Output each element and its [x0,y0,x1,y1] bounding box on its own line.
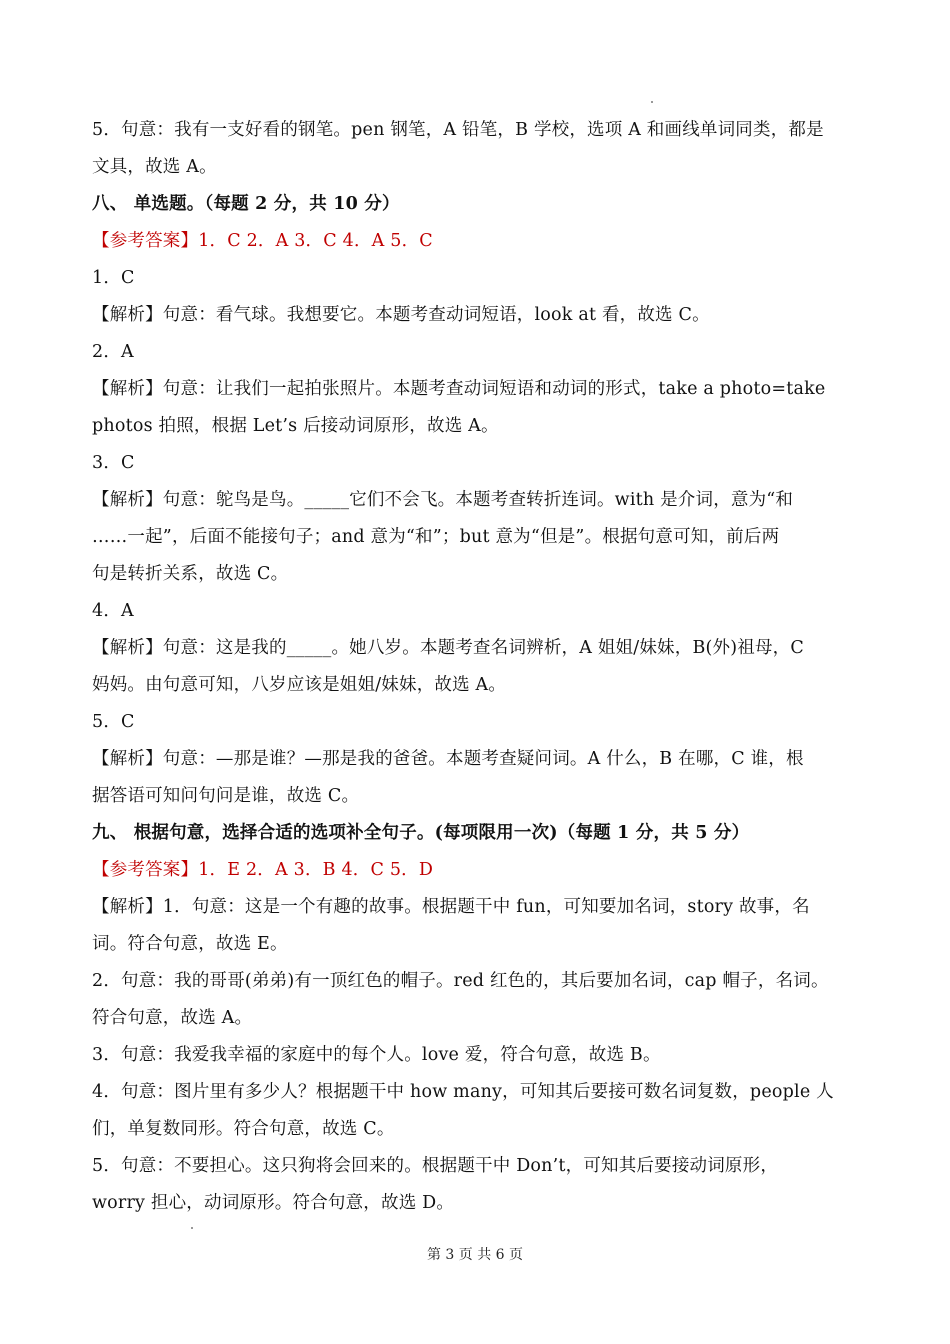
explanation-line: 【解析】句意：看气球。我想要它。本题考查动词短语，look at 看，故选 C。 [92,305,710,325]
explanation-line: worry 担心，动词原形。符合句意，故选 D。 [92,1193,455,1213]
explanation-line: ……一起”，后面不能接句子；and 意为“和”；but 意为“但是”。根据句意可知，前后两 [92,527,780,547]
question-answer: 2．A [92,342,134,362]
scan-speck-top [651,101,653,103]
body-line: 文具，故选 A。 [92,157,217,177]
explanation-line: 【解析】句意：让我们一起拍张照片。本题考查动词短语和动词的形式，take a photo=take [92,379,826,399]
explanation-line: 【解析】句意：这是我的_____。她八岁。本题考查名词辨析，A 姐姐/妹妹，B(外)祖母，C [92,638,804,658]
explanation-line: 【解析】1．句意：这是一个有趣的故事。根据题干中 fun，可知要加名词，story 故事，名 [92,897,810,917]
body-line: 5．句意：我有一支好看的钢笔。pen 钢笔，A 铅笔，B 学校，选项 A 和画线单词同类，都是 [92,120,824,140]
question-answer: 5．C [92,712,135,732]
explanation-line: 4．句意：图片里有多少人？根据题干中 how many，可知其后要接可数名词复数，people 人 [92,1082,834,1102]
explanation-line: 2．句意：我的哥哥(弟弟)有一顶红色的帽子。red 红色的，其后要加名词，cap 帽子，名词。 [92,971,829,991]
explanation-line: 5．句意：不要担心。这只狗将会回来的。根据题干中 Don’t，可知其后要接动词原形， [92,1156,779,1176]
explanation-line: 【解析】句意：鸵鸟是鸟。_____它们不会飞。本题考查转折连词。with 是介词，意为“和 [92,490,794,510]
question-answer: 4．A [92,601,134,621]
explanation-line: 词。符合句意，故选 E。 [92,934,288,954]
reference-answer-9: 【参考答案】1．E 2．A 3．B 4．C 5．D [92,860,434,880]
section-heading-8: 八、 单选题。（每题 2 分，共 10 分） [92,194,400,214]
scan-speck-bottom [191,1227,193,1229]
explanation-line: 【解析】句意：—那是谁？—那是我的爸爸。本题考查疑问词。A 什么，B 在哪，C 谁，根 [92,749,804,769]
explanation-line: 据答语可知问句问是谁，故选 C。 [92,786,360,806]
explanation-line: photos 拍照，根据 Let’s 后接动词原形，故选 A。 [92,416,499,436]
explanation-line: 句是转折关系，故选 C。 [92,564,289,584]
question-answer: 1．C [92,268,135,288]
explanation-line: 们，单复数同形。符合句意，故选 C。 [92,1119,395,1139]
document-body [92,112,862,1222]
question-answer: 3．C [92,453,135,473]
explanation-line: 妈妈。由句意可知，八岁应该是姐姐/妹妹，故选 A。 [92,675,507,695]
explanation-line: 3．句意：我爱我幸福的家庭中的每个人。love 爱，符合句意，故选 B。 [92,1045,661,1065]
section-heading-9: 九、 根据句意，选择合适的选项补全句子。(每项限用一次)（每题 1 分，共 5 分） [92,823,750,843]
page-number-footer: 第 3 页 共 6 页 [426,1247,524,1263]
explanation-line: 符合句意，故选 A。 [92,1008,253,1028]
reference-answer-8: 【参考答案】1．C 2．A 3．C 4．A 5．C [92,231,433,251]
